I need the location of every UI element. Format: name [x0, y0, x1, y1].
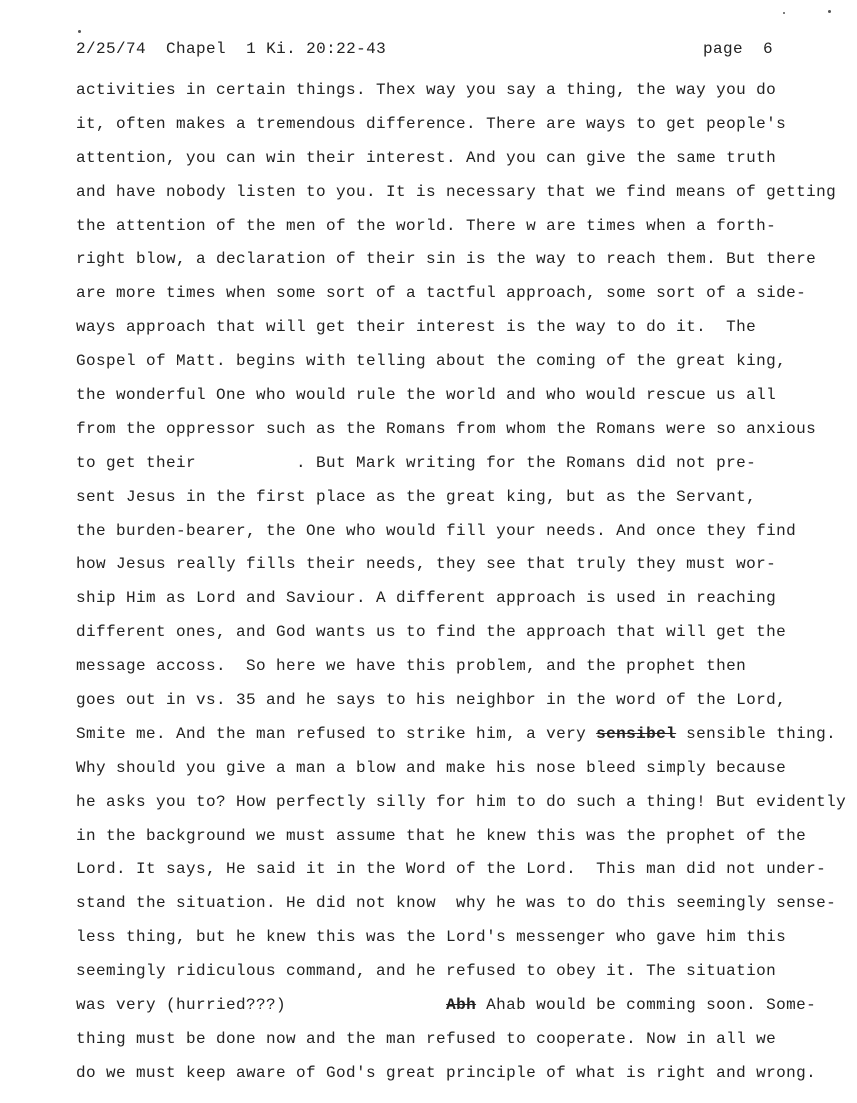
text-line — [76, 616, 856, 650]
text-line — [76, 142, 856, 176]
line-text: he asks you to? How perfectly silly for him to do such a thing! But evidently — [76, 792, 847, 811]
text-line — [76, 277, 856, 311]
text-line — [76, 210, 856, 244]
line-text: ship Him as Lord and Saviour. A different approach is used in reaching — [76, 589, 777, 608]
line-text: right blow, a declaration of their sin is the way to reach them. But there — [76, 250, 817, 269]
line-text: Gospel of Matt. begins with telling about the coming of the great king, — [76, 352, 787, 371]
page-header — [76, 40, 796, 58]
line-text: was very (hurried???) — [76, 996, 447, 1015]
page-number: 6 — [763, 40, 774, 58]
text-line — [76, 853, 856, 887]
text-line — [76, 548, 856, 582]
line-text: different ones, and God wants us to find the approach that will get the — [76, 623, 787, 642]
text-line — [76, 989, 856, 1023]
body-text — [76, 74, 856, 1091]
text-line — [76, 413, 856, 447]
page-label: page — [703, 40, 744, 58]
line-text: sent Jesus in the first place as the great king, but as the Servant, — [76, 487, 757, 506]
text-line — [76, 786, 856, 820]
text-line — [76, 921, 856, 955]
line-text: activities in certain things. Thex way you say a thing, the way you do — [76, 81, 777, 99]
text-line — [76, 311, 856, 345]
speck-top-left — [78, 30, 81, 33]
text-line — [76, 1057, 856, 1091]
text-line — [76, 74, 856, 108]
text-line — [76, 1023, 856, 1057]
line-text: seemingly ridiculous command, and he refused to obey it. The situation — [76, 962, 777, 981]
line-text: stand the situation. He did not know why he was to do this seemingly sense- — [76, 894, 837, 913]
line-text: attention, you can win their interest. And you can give the same truth — [76, 148, 777, 167]
text-line — [76, 481, 856, 515]
line-text: from the oppressor such as the Romans from whom the Romans were so anxious — [76, 419, 817, 438]
line-text: how Jesus really fills their needs, they see that truly they must wor- — [76, 555, 777, 574]
line-text: the attention of the men of the world. There w are times when a forth- — [76, 216, 777, 235]
text-line — [76, 243, 856, 277]
line-text: message accoss. So here we have this problem, and the prophet then — [76, 657, 747, 676]
text-line — [76, 718, 856, 752]
line-text: in the background we must assume that he knew this was the prophet of the — [76, 826, 807, 845]
line-text-continued: Ahab would be comming soon. Some- — [476, 996, 817, 1015]
line-text: less thing, but he knew this was the Lord's messenger who gave him this — [76, 928, 787, 947]
line-text: goes out in vs. 35 and he says to his neighbor in the word of the Lord, — [76, 691, 787, 710]
line-text: and have nobody listen to you. It is necessary that we find means of getting — [76, 182, 837, 201]
text-line — [76, 582, 856, 616]
line-text: Smite me. And the man refused to strike him, a very — [76, 724, 597, 743]
line-text: are more times when some sort of a tactful approach, some sort of a side- — [76, 284, 807, 303]
text-line — [76, 108, 856, 142]
line-text: thing must be done now and the man refused to cooperate. Now in all we — [76, 1029, 777, 1048]
line-text-continued: sensible thing. — [676, 724, 837, 743]
header-title: Chapel — [166, 40, 227, 58]
text-line — [76, 447, 856, 481]
text-line — [76, 684, 856, 718]
text-line — [76, 955, 856, 989]
header-date: 2/25/74 — [76, 40, 147, 58]
page-number-label — [703, 40, 773, 58]
text-line — [76, 379, 856, 413]
line-text: the burden-bearer, the One who would fill your needs. And once they find — [76, 521, 797, 540]
text-line — [76, 752, 856, 786]
line-text: it, often makes a tremendous difference. There are ways to get people's — [76, 114, 787, 133]
text-line — [76, 820, 856, 854]
line-text: ways approach that will get their interest is the way to do it. The — [76, 318, 757, 337]
text-line — [76, 176, 856, 210]
line-text: the wonderful One who would rule the world and who would rescue us all — [76, 386, 777, 405]
text-line — [76, 515, 856, 549]
line-text: do we must keep aware of God's great principle of what is right and wrong. — [76, 1063, 817, 1082]
struck-text: sensibel — [596, 724, 677, 743]
text-line — [76, 345, 856, 379]
text-line — [76, 650, 856, 684]
speck-top-right — [828, 10, 831, 13]
text-line — [76, 887, 856, 921]
header-reference: 1 Ki. 20:22-43 — [246, 40, 387, 58]
struck-text: Abh — [446, 996, 477, 1015]
line-text: Lord. It says, He said it in the Word of the Lord. This man did not under- — [76, 860, 827, 879]
line-text: to get their . But Mark writing for the Romans did not pre- — [76, 453, 757, 472]
speck-top-right-2 — [783, 12, 785, 14]
line-text: Why should you give a man a blow and make his nose bleed simply because — [76, 758, 787, 777]
